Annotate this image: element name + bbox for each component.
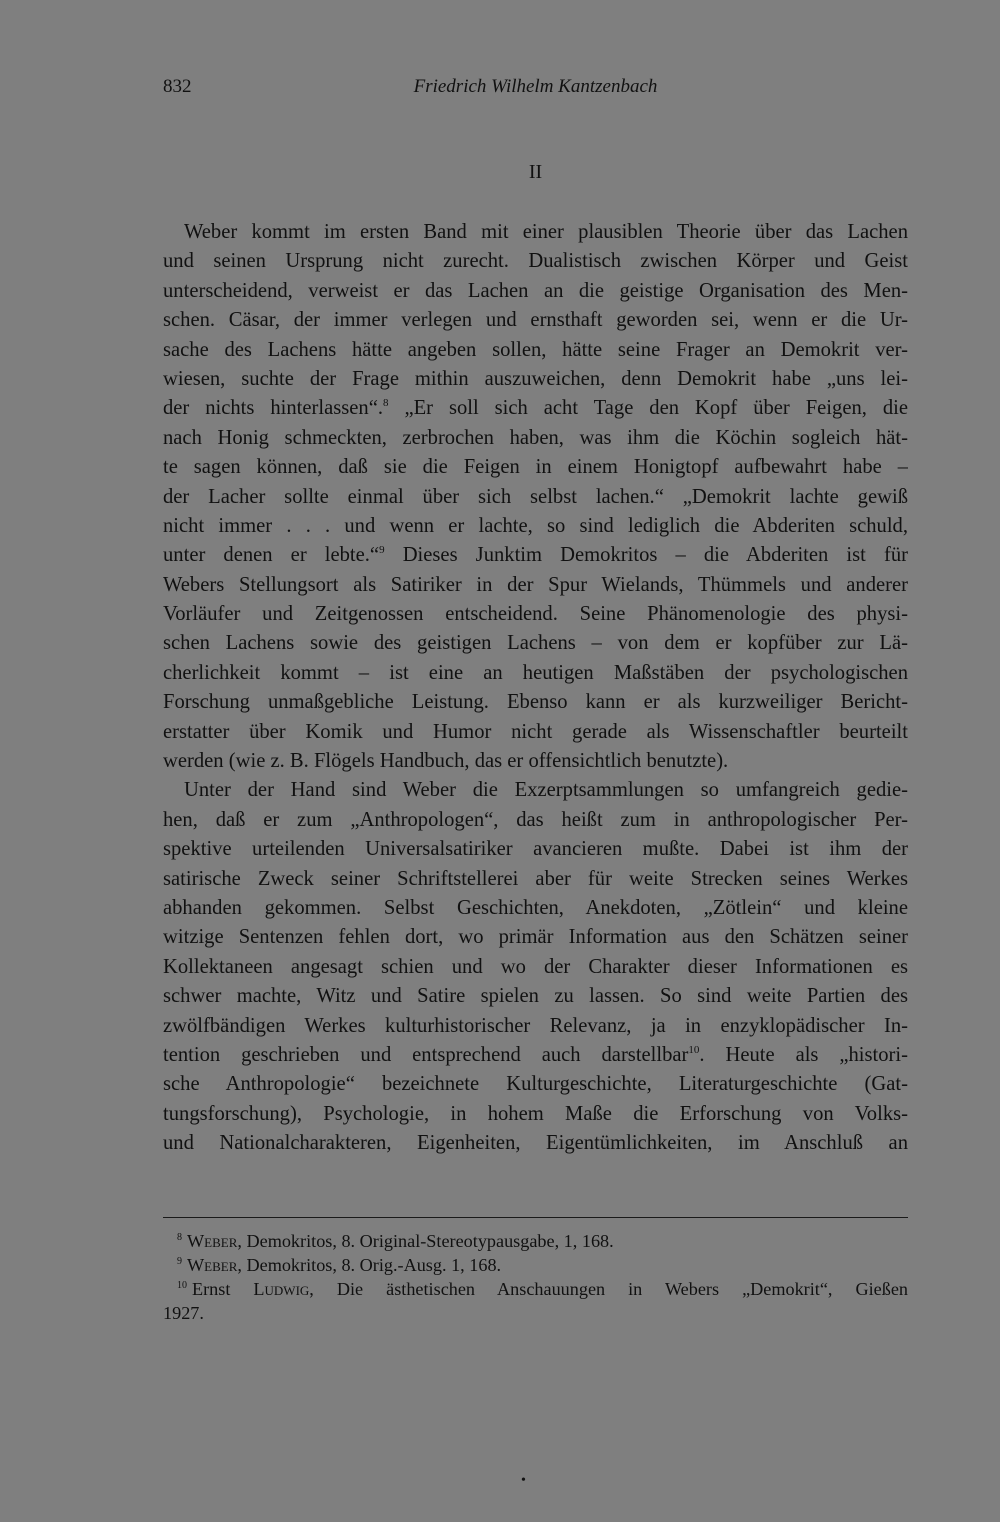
body-line: Weber kommt im ersten Band mit einer plausiblen Theorie über das Lachen [184, 221, 908, 243]
footnote-number: 10 [177, 1280, 187, 1291]
footnote-author: Weber [187, 1255, 238, 1275]
page-mark: • [521, 1473, 526, 1488]
footnote-text: , Die ästhetischen Anschauungen in Webers „Demokrit“, Gießen [309, 1279, 908, 1299]
body-line: witzige Sentenzen fehlen dort, wo primär Information aus den Schätzen seiner [163, 926, 908, 949]
footnote-ref-9: 9 [379, 544, 385, 557]
page-number: 832 [163, 76, 192, 97]
body-line: hen, daß er zum „Anthropologen“, das heißt zum in anthropologischer Per- [163, 808, 908, 831]
body-line: zwölfbändigen Werkes kulturhistorischer Relevanz, ja in enzyklopädischer In- [163, 1014, 908, 1037]
footnote-separator [163, 1217, 908, 1218]
body-line: Webers Stellungsort als Satiriker in der Spur Wielands, Thümmels und anderer [163, 573, 908, 596]
footnote [163, 1277, 908, 1301]
body-line-text: „Er soll sich acht Tage den Kopf über Feigen, die [404, 397, 908, 420]
body-line: sche Anthropologie“ bezeichnete Kulturgeschichte, Literaturgeschichte (Gat- [163, 1073, 908, 1096]
footnote-text: , Demokritos, 8. Original-Stereotypausgabe, 1, 168. [237, 1231, 614, 1251]
body-line: abhanden gekommen. Selbst Geschichten, Anekdoten, „Zötlein“ und kleine [163, 896, 908, 919]
body-line-text: tention geschrieben und entsprechend auch darstellbar [163, 1043, 689, 1066]
body-line: spektive urteilenden Universalsatiriker avancieren mußte. Dabei ist ihm der [163, 838, 908, 861]
footnote-number: 8 [177, 1232, 182, 1243]
body-line: nach Honig schmeckten, zerbrochen haben, was ihm die Köchin sogleich hät- [163, 426, 908, 449]
section-heading: II [528, 161, 543, 183]
footnote-continuation: 1927. [163, 1303, 204, 1323]
running-head: Friedrich Wilhelm Kantzenbach [413, 76, 658, 97]
body-line: te sagen können, daß sie die Feigen in einem Honigtopf aufbewahrt habe – [163, 456, 908, 479]
footnote-author: Ludwig [253, 1279, 310, 1299]
footnote-ref-10: 10 [688, 1043, 700, 1056]
body-line: unterscheidend, verweist er das Lachen an die geistige Organisation des Men- [163, 279, 908, 302]
body-line: und seinen Ursprung nicht zurecht. Dualistisch zwischen Körper und Geist [163, 250, 908, 273]
footnote [163, 1229, 908, 1253]
body-line: werden (wie z. B. Flögels Handbuch, das er offensichtlich benutzte). [163, 750, 729, 773]
body-line: schen Lachens sowie des geistigen Lachens – von dem er kopfüber zur Lä- [163, 632, 908, 655]
body-line: satirische Zweck seiner Schriftstellerei aber für weite Strecken seines Werkes [163, 867, 908, 890]
body-text [163, 218, 908, 1159]
body-line: tungsforschung), Psychologie, in hohem Maße die Erforschung von Volks- [163, 1102, 908, 1125]
footnote-text: , Demokritos, 8. Orig.-Ausg. 1, 168. [237, 1255, 502, 1275]
body-line: sache des Lachens hätte angeben sollen, hätte seine Frager an Demokrit ver- [163, 338, 908, 361]
body-line: und Nationalcharakteren, Eigenheiten, Eigentümlichkeiten, im Anschluß an [163, 1132, 908, 1155]
body-line: der Lacher sollte einmal über sich selbst lachen.“ „Demokrit lachte gewiß [163, 485, 908, 508]
body-line: Kollektaneen angesagt schien und wo der Charakter dieser Informationen es [163, 955, 908, 978]
body-line: wiesen, suchte der Frage mithin auszuweichen, denn Demokrit habe „uns lei- [163, 367, 908, 390]
body-line-text: unter denen er lebte.“ [163, 544, 380, 567]
footnote [163, 1253, 908, 1277]
body-line: Forschung unmaßgebliche Leistung. Ebenso kann er als kurzweiliger Bericht- [163, 691, 908, 714]
body-line: erstatter über Komik und Humor nicht gerade als Wissenschaftler beurteilt [163, 720, 908, 743]
body-line: cherlichkeit kommt – ist eine an heutigen Maßstäben der psychologischen [163, 661, 908, 684]
body-line: Unter der Hand sind Weber die Exzerptsammlungen so umfangreich gedie- [184, 779, 908, 802]
body-line-text: Dieses Junktim Demokritos – die Abderiten ist für [402, 544, 908, 567]
body-line [163, 394, 908, 423]
body-line: nicht immer . . . und wenn er lachte, so sind lediglich die Abderiten schuld, [163, 514, 908, 537]
footnote-author: Weber [187, 1231, 238, 1251]
body-line [163, 541, 908, 570]
page-header [163, 76, 908, 104]
body-line [163, 1041, 908, 1070]
body-line: Vorläufer und Zeitgenossen entscheidend. Seine Phänomenologie des physi- [163, 603, 908, 626]
body-line: schen. Cäsar, der immer verlegen und ernsthaft geworden sei, wenn er die Ur- [163, 309, 908, 332]
footnote-number: 9 [177, 1256, 182, 1267]
footnotes [163, 1229, 908, 1325]
footnote-text: Ernst [192, 1279, 254, 1299]
body-line-text: . Heute als „histori- [699, 1043, 908, 1066]
footnote-ref-8: 8 [383, 397, 389, 410]
body-line: schwer machte, Witz und Satire spielen zu lassen. So sind weite Partien des [163, 985, 908, 1008]
body-line-text: der nichts hinterlassen“. [163, 397, 384, 420]
